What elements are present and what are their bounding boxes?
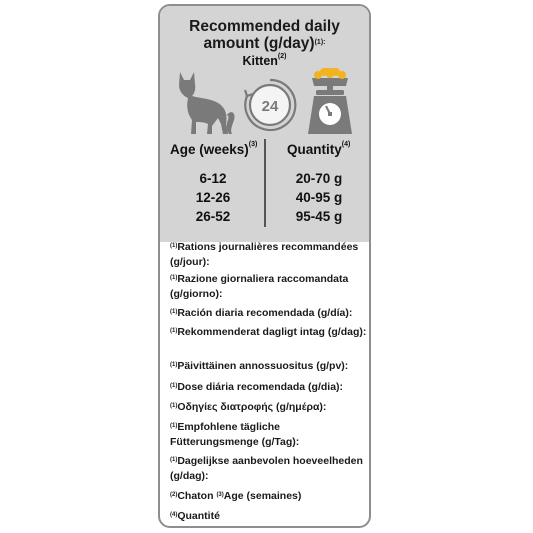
footnote-marker: (1) bbox=[170, 403, 178, 409]
age-header-text: Age (weeks) bbox=[170, 142, 249, 157]
footnote-marker: (1) bbox=[170, 383, 178, 389]
footnote-marker: (1) bbox=[170, 309, 178, 315]
footnote bbox=[170, 509, 370, 524]
title-line-2 bbox=[160, 35, 369, 52]
quantity-header-text: Quantity bbox=[287, 142, 342, 157]
quantity-cell: 20-70 g bbox=[295, 171, 343, 186]
quantity-cell: 40-95 g bbox=[295, 190, 343, 205]
footnote bbox=[170, 420, 370, 449]
footnote-marker: (1) bbox=[170, 457, 178, 463]
footnote-text: Chaton bbox=[177, 490, 214, 502]
footnote bbox=[170, 240, 370, 269]
kitten-label bbox=[160, 54, 369, 68]
footnote-marker: (1) bbox=[170, 275, 178, 281]
footnote bbox=[170, 306, 370, 321]
footnote-text: Razione giornaliera raccomandata (g/giorno): bbox=[170, 273, 349, 300]
footnote bbox=[170, 325, 370, 340]
quantity-header bbox=[287, 142, 350, 157]
column-divider bbox=[264, 139, 266, 227]
quantity-cell: 95-45 g bbox=[295, 209, 343, 224]
footnote bbox=[170, 380, 370, 395]
clock-icon bbox=[245, 80, 295, 130]
footnote bbox=[170, 272, 370, 301]
kitten-footnote: (2) bbox=[277, 53, 287, 60]
footnote bbox=[170, 489, 370, 504]
age-cell: 26-52 bbox=[195, 209, 231, 224]
clock-number: 24 bbox=[261, 98, 279, 115]
age-header-footnote: (3) bbox=[248, 141, 258, 148]
footnote-text: Ración diaria recomendada (g/día): bbox=[177, 307, 353, 319]
footnote-marker: (4) bbox=[170, 512, 178, 518]
scale-icon bbox=[308, 86, 352, 134]
footnote bbox=[170, 400, 370, 415]
age-header bbox=[170, 142, 257, 157]
age-cell: 12-26 bbox=[195, 190, 231, 205]
footnote bbox=[170, 454, 370, 483]
guide-title bbox=[160, 18, 369, 52]
kitten-text: Kitten bbox=[242, 54, 278, 68]
footnote-text: Οδηγίες διατροφής (g/ημέρα): bbox=[177, 401, 327, 413]
footnote-text: Rekommenderat dagligt intag (g/dag): bbox=[177, 326, 367, 338]
footnote-text: Dose diária recomendada (g/dia): bbox=[177, 381, 344, 393]
footnote-marker: (1) bbox=[170, 362, 178, 368]
footnote-marker: (2) bbox=[170, 492, 178, 498]
footnote-text: Quantité bbox=[177, 510, 220, 522]
footnote-marker: (1) bbox=[170, 328, 178, 334]
quantity-header-footnote: (4) bbox=[341, 141, 351, 148]
cat-icon bbox=[179, 72, 235, 134]
footnote-marker: (1) bbox=[170, 423, 178, 429]
footnote-text: Age (semaines) bbox=[223, 490, 302, 502]
footnote-text: Dagelijkse aanbevolen hoeveelheden (g/dag): bbox=[170, 455, 363, 482]
footnote-marker: (3) bbox=[216, 492, 224, 498]
illustration bbox=[166, 68, 366, 138]
footnote-text: Rations journalières recommandées (g/jour): bbox=[170, 241, 359, 268]
feeding-guide-card bbox=[158, 4, 371, 528]
title-footnote: (1): bbox=[314, 39, 326, 46]
kibble-icon bbox=[312, 68, 348, 86]
footnote bbox=[170, 359, 370, 374]
footnote-text: Päivittäinen annossuositus (g/pv): bbox=[177, 360, 349, 372]
title-line-1: Recommended daily bbox=[189, 18, 340, 35]
footnote-marker: (1) bbox=[170, 243, 178, 249]
age-cell: 6-12 bbox=[199, 171, 227, 186]
footnote-text: Empfohlene tägliche Fütterungsmenge (g/Tag): bbox=[170, 421, 300, 448]
title-line-2-text: amount (g/day) bbox=[203, 35, 315, 52]
